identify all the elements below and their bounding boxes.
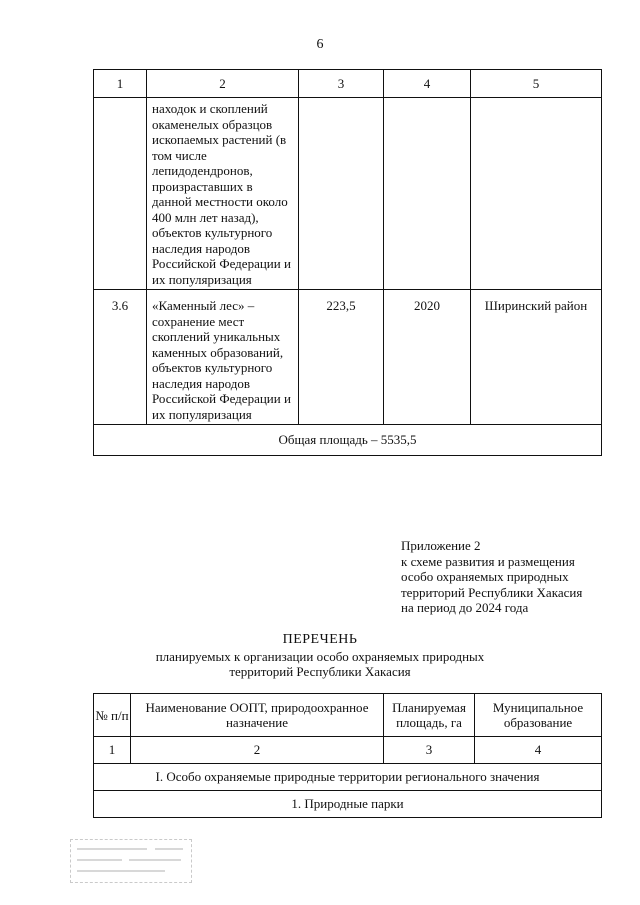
total-area: Общая площадь – 5535,5 (94, 425, 602, 456)
row-year: 2020 (384, 290, 471, 425)
table-row (94, 290, 602, 425)
header-cell: 2 (147, 70, 299, 98)
row-number: 3.6 (94, 290, 147, 425)
appendix-line: на период до 2024 года (401, 600, 529, 615)
page-number: 6 (316, 37, 324, 52)
list-title (0, 632, 640, 680)
row-area: 223,5 (299, 290, 384, 425)
section-row (94, 764, 602, 791)
column-number-row (94, 737, 602, 764)
table-row (94, 98, 602, 290)
table-header-row (94, 70, 602, 98)
header-number: № п/п (94, 694, 131, 737)
header-name: Наименование ООПТ, природоохранное назначение (131, 694, 384, 737)
table-header-row (94, 694, 602, 737)
list-title-main: ПЕРЕЧЕНЬ (282, 632, 358, 647)
section-title: I. Особо охраняемые природные территории регионального значения (94, 764, 602, 791)
appendix-line: Приложение 2 (401, 538, 481, 553)
appendix-line: особо охраняемых природных (401, 569, 569, 584)
total-row (94, 425, 602, 456)
subsection-title: 1. Природные парки (94, 791, 602, 818)
column-number: 1 (94, 737, 131, 764)
appendix-line: к схеме развития и размещения (401, 553, 575, 569)
header-cell: 4 (384, 70, 471, 98)
header-cell: 5 (471, 70, 602, 98)
header-cell: 1 (94, 70, 147, 98)
column-number: 2 (131, 737, 384, 764)
column-number: 3 (384, 737, 475, 764)
faded-stamp (70, 839, 192, 883)
row-description: «Каменный лес» – сохранение мест скоплений уникальных каменных образований, объектов культурного наследия народов Российской Федерации и их популяризация (147, 290, 299, 425)
list-title-subtitle: территорий Республики Хакасия (229, 664, 411, 679)
planned-territories-table (93, 693, 602, 818)
appendix-line: территорий Республики Хакасия (401, 584, 583, 600)
objects-table-continuation (93, 69, 602, 456)
header-cell: 3 (299, 70, 384, 98)
continuation-description: находок и скоплений окаменелых образцов ископаемых растений (в том числе лепидодендронов, произраставших в данной местности около 400 млн лет назад), объектов культурного наследия народов Российской Федерации и их популяризация (147, 98, 299, 290)
subsection-row (94, 791, 602, 818)
header-area: Планируемая площадь, га (384, 694, 475, 737)
column-number: 4 (475, 737, 602, 764)
list-title-subtitle: планируемых к организации особо охраняемых природных (155, 648, 485, 664)
appendix-note (401, 538, 582, 616)
row-district: Ширинский район (471, 290, 602, 425)
header-municipality: Муниципальное образование (475, 694, 602, 737)
